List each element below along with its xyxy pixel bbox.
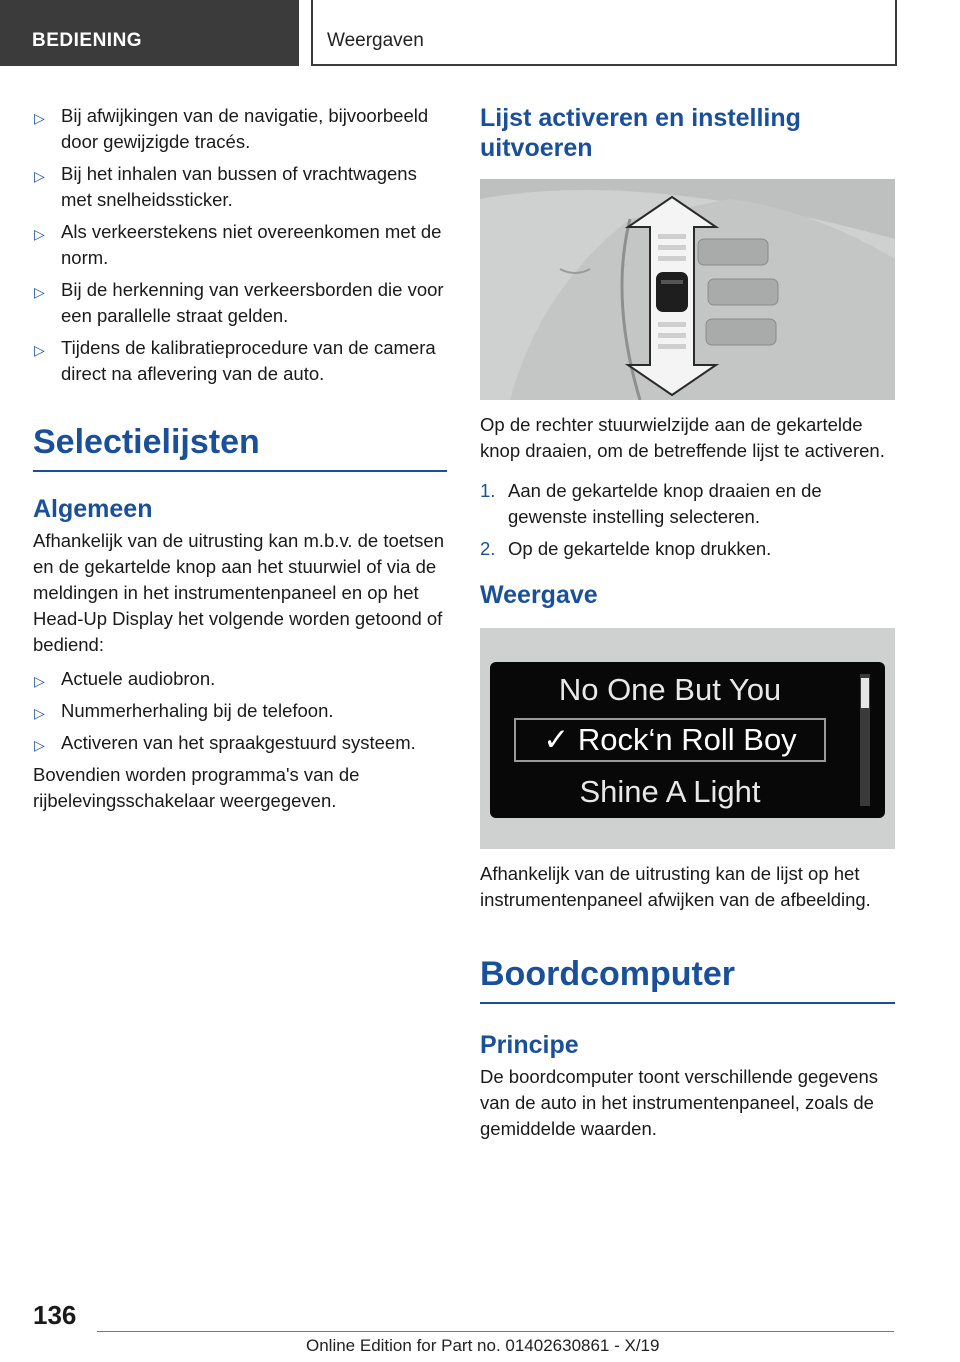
bullet-list-items [33, 666, 447, 756]
subsection-title-principe: Principe [480, 1031, 579, 1059]
display-item-3: Shine A Light [579, 774, 761, 809]
list-item: ▷ Actuele audiobron. [33, 666, 447, 692]
display-item-1: No One But You [558, 672, 782, 707]
list-item: ▷ Als verkeerstekens niet overeenkomen met de norm. [34, 221, 442, 268]
display-scrollbar [860, 674, 870, 806]
footer-divider [97, 1331, 894, 1332]
list-item: ▷ Nummerherhaling bij de telefoon. [33, 698, 447, 724]
steering-wheel-illustration [480, 179, 895, 400]
subsection-title-activeren: Lijst activeren en instelling uitvoeren [480, 104, 801, 162]
triangle-bullet-icon: ▷ [34, 737, 45, 753]
bullet-list-top [33, 103, 447, 387]
display-scrollbar-thumb [861, 678, 869, 708]
outro-paragraph: Bovendien worden programma's van de rijbelevingsschakelaar weergegeven. [33, 764, 360, 811]
display-paragraph: Afhankelijk van de uitrusting kan de lijst op het instrumentenpaneel afwijken van de afbeelding. [480, 863, 871, 910]
header-section-label: BEDIENING [32, 30, 143, 51]
display-image [480, 628, 895, 849]
list-item: ▷ Bij het inhalen van bussen of vrachtwagens met snelheidssticker. [34, 163, 417, 210]
triangle-bullet-icon: ▷ [34, 226, 45, 242]
list-item: 2. Op de gekartelde knop drukken. [480, 538, 772, 559]
steering-wheel-image [480, 179, 895, 400]
section-title-selectielijsten: Selectielijsten [33, 423, 447, 472]
list-item: ▷ Bij afwijkingen van de navigatie, bijvoorbeeld door gewijzigde tracés. [34, 105, 429, 152]
list-item: ▷ Activeren van het spraakgestuurd systeem. [33, 730, 447, 756]
triangle-bullet-icon: ▷ [34, 168, 45, 184]
list-item: ▷ Tijdens de kalibratieprocedure van de camera direct na aflevering van de auto. [34, 337, 436, 384]
footer-edition: Online Edition for Part no. 01402630861 - X/19 [306, 1336, 660, 1355]
header-chapter [311, 0, 897, 66]
instrument-display [490, 662, 885, 818]
intro-paragraph: Afhankelijk van de uitrusting kan m.b.v. de toetsen en de gekartelde knop aan het stuurwiel of via de meldingen in het instrumentenpaneel en op het Head-Up Display het volgende worden getoond of bediend: [33, 530, 445, 655]
display-item-2-selected: ✓ Rock‘n Roll Boy [543, 722, 797, 757]
triangle-bullet-icon: ▷ [34, 673, 45, 689]
section-title-boordcomputer: Boordcomputer [480, 955, 895, 1004]
right-column [480, 103, 895, 1142]
header-chapter-label: Weergaven [327, 30, 424, 51]
triangle-bullet-icon: ▷ [34, 284, 45, 300]
subsection-title-algemeen: Algemeen [33, 495, 153, 523]
numbered-steps [480, 478, 895, 562]
principe-paragraph: De boordcomputer toont verschillende gegevens van de auto in het instrumentenpaneel, zoals de gemiddelde waarden. [480, 1066, 878, 1139]
activate-paragraph: Op de rechter stuurwielzijde aan de gekartelde knop draaien, om de betreffende lijst te activeren. [480, 414, 885, 461]
list-item: ▷ Bij de herkenning van verkeersborden die voor een parallelle straat gelden. [34, 279, 444, 326]
page-number: 136 [33, 1300, 77, 1330]
triangle-bullet-icon: ▷ [34, 342, 45, 358]
triangle-bullet-icon: ▷ [34, 705, 45, 721]
list-item: 1. Aan de gekartelde knop draaien en de gewenste instelling selecteren. [480, 480, 822, 527]
header-section [0, 0, 299, 66]
left-column [33, 103, 447, 814]
subsection-title-weergave: Weergave [480, 581, 598, 609]
triangle-bullet-icon: ▷ [34, 110, 45, 126]
